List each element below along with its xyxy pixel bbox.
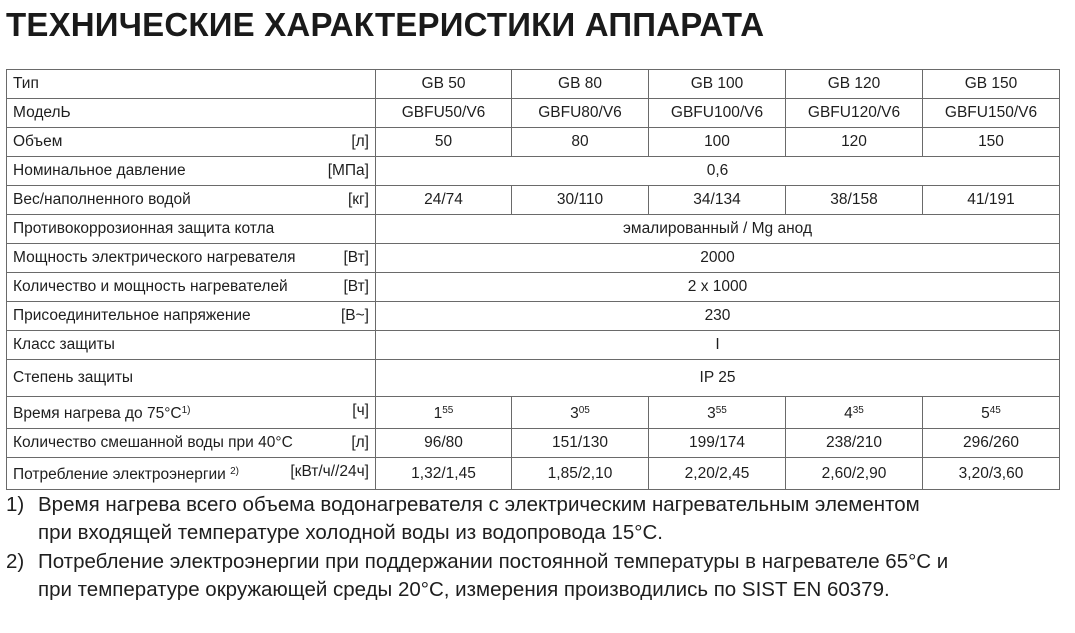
param-label: Номинальное давление	[13, 162, 186, 179]
param-cell	[7, 70, 376, 99]
param-cell	[7, 186, 376, 215]
footnote-text-line2: при температуре окружающей среды 20°C, измерения производились по SIST EN 60379.	[38, 578, 890, 601]
param-unit: [ч]	[352, 402, 369, 419]
value-cell: 199/174	[649, 429, 786, 458]
param-cell	[7, 215, 376, 244]
param-label: Присоединительное напряжение	[13, 307, 251, 324]
value-cell: GBFU50/V6	[376, 99, 512, 128]
spec-table	[6, 69, 1060, 490]
param-unit: [Вт]	[343, 278, 369, 295]
table-row	[7, 215, 1060, 244]
value-cell: 151/130	[512, 429, 649, 458]
param-unit: [В~]	[340, 307, 369, 324]
param-unit: [Вт]	[343, 249, 369, 266]
value-cell	[376, 397, 512, 429]
param-cell	[7, 128, 376, 157]
value-cell-merged: 2000	[376, 244, 1060, 273]
value-cell-merged: 0,6	[376, 157, 1060, 186]
value-cell: 50	[376, 128, 512, 157]
table-row	[7, 186, 1060, 215]
value-cell: GB 80	[512, 70, 649, 99]
param-label	[13, 458, 239, 489]
param-label-text: Время нагрева до 75°C	[13, 405, 182, 422]
value-cell: 120	[786, 128, 923, 157]
footnote-text-line2: при входящей температуре холодной воды из водопровода 15°C.	[38, 521, 663, 544]
param-label: Тип	[13, 75, 39, 92]
param-cell	[7, 458, 376, 490]
heat-time-minutes: 35	[852, 405, 864, 416]
param-cell	[7, 244, 376, 273]
footnote-marker: 1)	[181, 405, 191, 416]
value-cell: GB 120	[786, 70, 923, 99]
param-cell	[7, 273, 376, 302]
table-row	[7, 70, 1060, 99]
value-cell: GBFU80/V6	[512, 99, 649, 128]
param-label: Количество смешанной воды при 40°C	[13, 434, 293, 451]
param-unit: [кВт/ч//24ч]	[290, 463, 369, 480]
param-cell	[7, 360, 376, 397]
value-cell: 38/158	[786, 186, 923, 215]
table-row	[7, 331, 1060, 360]
value-cell	[923, 397, 1060, 429]
param-unit: [л]	[351, 434, 369, 451]
table-row	[7, 157, 1060, 186]
heat-time-minutes: 55	[715, 405, 727, 416]
page-title: ТЕХНИЧЕСКИЕ ХАРАКТЕРИСТИКИ АППАРАТА	[6, 6, 765, 43]
value-cell: 100	[649, 128, 786, 157]
param-label: Мощность электрического нагревателя	[13, 249, 296, 266]
value-cell-merged: 230	[376, 302, 1060, 331]
param-label: Количество и мощность нагревателей	[13, 278, 288, 295]
value-cell	[512, 397, 649, 429]
param-unit: [МПа]	[327, 162, 369, 179]
heat-time-hours: 3	[707, 405, 716, 422]
param-cell	[7, 429, 376, 458]
param-label: Вес/наполненного водой	[13, 191, 191, 208]
footnote-text-line1: Время нагрева всего объема водонагревателя с электрическим нагревательным элементом	[38, 493, 920, 516]
value-cell: 30/110	[512, 186, 649, 215]
param-cell	[7, 302, 376, 331]
value-cell: 24/74	[376, 186, 512, 215]
param-unit: [л]	[351, 133, 369, 150]
footnotes	[6, 491, 1068, 605]
value-cell-merged: эмалированный / Mg анод	[376, 215, 1060, 244]
value-cell: GB 150	[923, 70, 1060, 99]
footnote-text-line1: Потребление электроэнергии при поддержании постоянной температуры в нагревателе 65°C и	[38, 550, 949, 573]
param-label: МоделЬ	[13, 104, 71, 121]
value-cell: 96/80	[376, 429, 512, 458]
heat-time-hours: 1	[433, 405, 443, 422]
param-label	[13, 397, 191, 428]
value-cell: 296/260	[923, 429, 1060, 458]
table-row	[7, 244, 1060, 273]
table-row	[7, 360, 1060, 397]
table-row	[7, 302, 1060, 331]
heat-time-hours: 4	[844, 405, 853, 422]
param-label-text: Потребление электроэнергии	[13, 466, 226, 483]
value-cell	[649, 397, 786, 429]
value-cell: GBFU120/V6	[786, 99, 923, 128]
value-cell: GB 50	[376, 70, 512, 99]
heat-time-minutes: 45	[989, 405, 1001, 416]
heat-time-minutes: 05	[578, 405, 590, 416]
value-cell-merged: I	[376, 331, 1060, 360]
value-cell: 2,60/2,90	[786, 458, 923, 490]
value-cell: 1,85/2,10	[512, 458, 649, 490]
param-cell	[7, 99, 376, 128]
value-cell: 3,20/3,60	[923, 458, 1060, 490]
param-cell	[7, 331, 376, 360]
value-cell: 80	[512, 128, 649, 157]
footnote	[6, 491, 1068, 547]
value-cell: GBFU150/V6	[923, 99, 1060, 128]
table-row	[7, 128, 1060, 157]
value-cell-merged: 2 x 1000	[376, 273, 1060, 302]
table-row	[7, 458, 1060, 490]
value-cell: 34/134	[649, 186, 786, 215]
value-cell-merged: IP 25	[376, 360, 1060, 397]
table-row	[7, 397, 1060, 429]
value-cell: GBFU100/V6	[649, 99, 786, 128]
value-cell: 41/191	[923, 186, 1060, 215]
footnote-number: 1)	[6, 493, 25, 516]
footnote-marker: 2)	[230, 466, 240, 477]
table-row	[7, 99, 1060, 128]
param-label: Противокоррозионная защита котла	[13, 220, 275, 237]
footnote-number: 2)	[6, 550, 25, 573]
table-row	[7, 273, 1060, 302]
value-cell: GB 100	[649, 70, 786, 99]
value-cell: 150	[923, 128, 1060, 157]
footnote	[6, 548, 1068, 604]
param-unit: [кг]	[347, 191, 369, 208]
heat-time-hours: 3	[570, 405, 579, 422]
value-cell: 238/210	[786, 429, 923, 458]
table-row	[7, 429, 1060, 458]
value-cell: 2,20/2,45	[649, 458, 786, 490]
heat-time-minutes: 55	[442, 405, 454, 416]
heat-time-hours: 5	[981, 405, 990, 422]
param-cell	[7, 397, 376, 429]
param-label: Класс защиты	[13, 336, 115, 353]
param-cell	[7, 157, 376, 186]
param-label: Степень защиты	[13, 369, 134, 386]
value-cell: 1,32/1,45	[376, 458, 512, 490]
value-cell	[786, 397, 923, 429]
param-label: Объем	[13, 133, 63, 150]
